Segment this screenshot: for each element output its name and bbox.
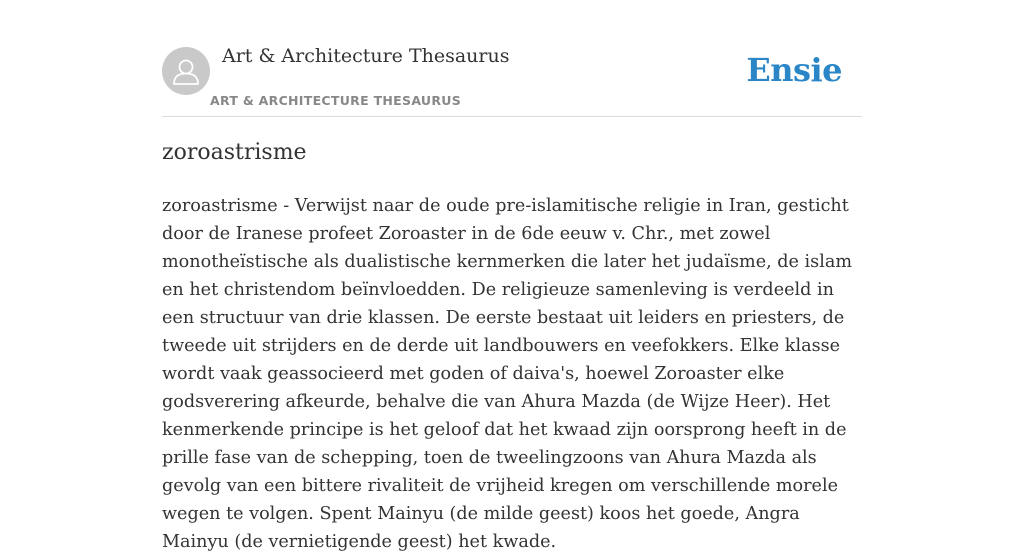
source-subtitle[interactable]: ART & ARCHITECTURE THESAURUS [210,93,462,108]
source-title[interactable]: Art & Architecture Thesaurus [222,45,510,67]
avatar[interactable] [162,47,210,95]
ensie-logo[interactable]: Ensie [746,51,842,89]
header [162,0,862,117]
entry-term: zoroastrisme [162,140,307,165]
entry-definition: zoroastrisme - Verwijst naar de oude pre-islamitische religie in Iran, gesticht door de Iranese profeet Zoroaster in de 6de eeuw v. Chr., met zowel monotheïstische als dualistische kernmerken die later het judaïsme, de islam en het christendom beïnvloedden. De religieuze samenleving is verdeeld in een structuur van drie klassen. De eerste bestaat uit leiders en priesters, de tweede uit strijders en de derde uit landbouwers en veefokkers. Elke klasse wordt vaak geassocieerd met goden of daiva's, hoewel Zoroaster elke godsverering afkeurde, behalve die van Ahura Mazda (de Wijze Heer). Het kenmerkende principe is het geloof dat het kwaad zijn oorsprong heeft in de prille fase van de schepping, toen de tweelingzoons van Ahura Mazda als gevolg van een bittere rivaliteit de vrijheid kregen om verschillende morele wegen te volgen. Spent Mainyu (de milde geest) koos het goede, Angra Mainyu (de vernietigende geest) het kwade. [162,196,853,552]
user-icon [162,47,210,95]
page-container [162,0,862,552]
